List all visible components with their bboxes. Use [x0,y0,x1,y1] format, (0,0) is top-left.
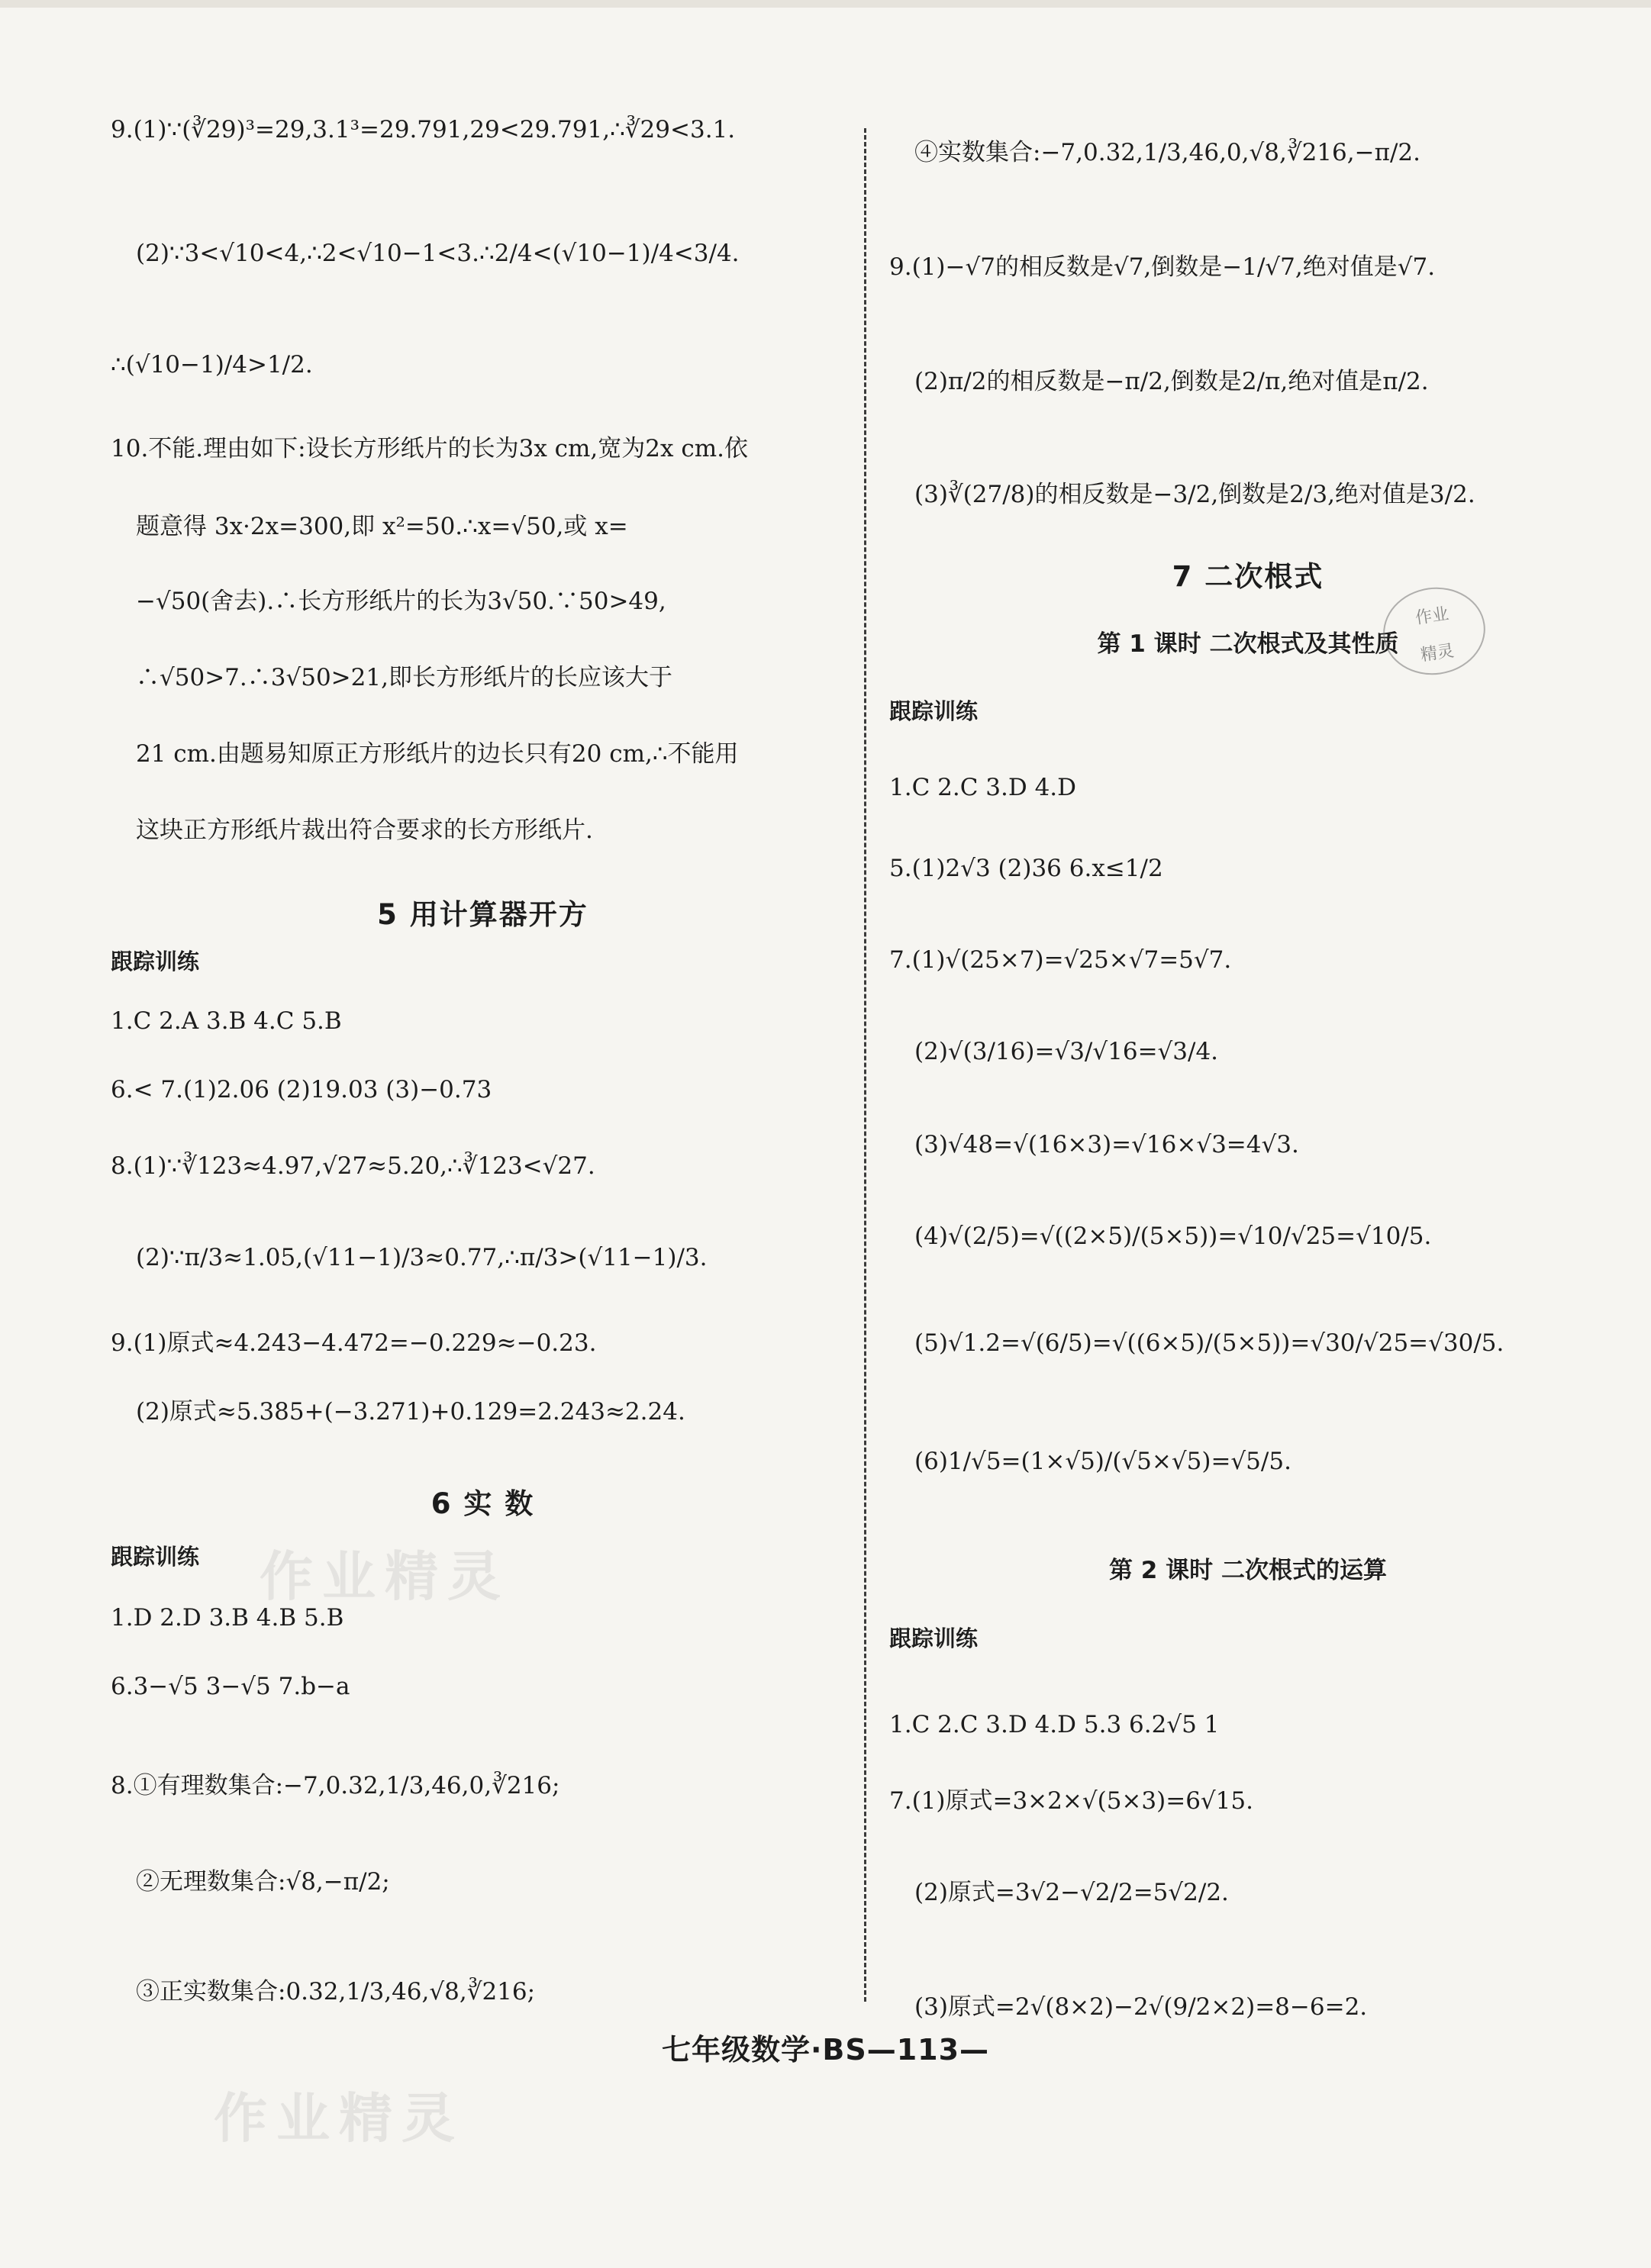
answer-line: ②无理数集合:√8,−π/2; [136,1868,390,1896]
answer-line: (3)原式=2√(8×2)−2√(9/2×2)=8−6=2. [914,1993,1368,2021]
answer-line: 1.C 2.A 3.B 4.C 5.B [111,1007,342,1035]
practice-label: 跟踪训练 [889,698,979,724]
practice-label: 跟踪训练 [889,1625,979,1651]
answer-line: 题意得 3x·2x=300,即 x²=50.∴x=√50,或 x= [136,513,628,540]
answer-line: (2)π/2的相反数是−π/2,倒数是2/π,绝对值是π/2. [914,368,1429,395]
answer-line: 7.(1)原式=3×2×√(5×3)=6√15. [889,1787,1253,1815]
answer-line: (5)√1.2=√(6/5)=√((6×5)/(5×5))=√30/√25=√30/5. [914,1329,1504,1357]
answer-line: 6.3−√5 3−√5 7.b−a [111,1673,350,1700]
answer-line: 1.C 2.C 3.D 4.D [889,774,1077,801]
column-divider [864,128,866,2002]
answer-line: ③正实数集合:0.32,1/3,46,√8,∛216; [136,1978,536,2005]
section-heading: 7 二次根式 [1172,560,1324,593]
answer-line: 9.(1)∵(∛29)³=29,3.1³=29.791,29<29.791,∴∛29<3.1. [111,116,736,143]
answer-line: (4)√(2/5)=√((2×5)/(5×5))=√10/√25=√10/5. [914,1223,1432,1250]
watermark: 作业精灵 [214,2087,464,2150]
answer-line: (6)1/√5=(1×√5)/(√5×√5)=√5/5. [914,1448,1291,1475]
answer-line: 8.(1)∵∛123≈4.97,√27≈5.20,∴∛123<√27. [111,1152,595,1180]
answer-line: −√50(舍去).∴长方形纸片的长为3√50.∵50>49, [136,588,666,615]
watermark-stamp: 作业 精灵 [1378,581,1491,681]
answer-line: 10.不能.理由如下:设长方形纸片的长为3x cm,宽为2x cm.依 [111,435,748,462]
answer-line: (3)∛(27/8)的相反数是−3/2,倒数是2/3,绝对值是3/2. [914,481,1475,508]
answer-line: 1.D 2.D 3.B 4.B 5.B [111,1604,344,1632]
answer-line: 9.(1)原式≈4.243−4.472=−0.229≈−0.23. [111,1329,597,1357]
answer-line: 1.C 2.C 3.D 4.D 5.3 6.2√5 1 [889,1711,1220,1738]
page-footer: 七年级数学·BS—113— [661,2033,990,2067]
section-heading: 5 用计算器开方 [377,898,588,931]
scan-edge [0,0,1651,8]
section-heading: 6 实 数 [430,1487,535,1520]
answer-line: (2)原式=3√2−√2/2=5√2/2. [914,1879,1229,1906]
answer-line: 6.< 7.(1)2.06 (2)19.03 (3)−0.73 [111,1076,492,1103]
lesson-subheading: 第 1 课时 二次根式及其性质 [1097,630,1399,658]
watermark: 作业精灵 [260,1545,510,1608]
practice-label: 跟踪训练 [111,949,200,975]
answer-line: (2)√(3/16)=√3/√16=√3/4. [914,1038,1219,1065]
answer-line: ④实数集合:−7,0.32,1/3,46,0,√8,∛216,−π/2. [914,139,1420,166]
answer-line: (2)∵3<√10<4,∴2<√10−1<3.∴2/4<(√10−1)/4<3/4. [136,240,740,267]
answer-line: 7.(1)√(25×7)=√25×√7=5√7. [889,946,1232,974]
answer-line: (2)原式≈5.385+(−3.271)+0.129=2.243≈2.24. [136,1398,685,1426]
lesson-subheading: 第 2 课时 二次根式的运算 [1109,1557,1387,1584]
answer-line: (3)√48=√(16×3)=√16×√3=4√3. [914,1131,1299,1158]
answer-line: 8.①有理数集合:−7,0.32,1/3,46,0,∛216; [111,1772,560,1799]
answer-line: ∴√50>7.∴3√50>21,即长方形纸片的长应该大于 [136,664,672,691]
practice-label: 跟踪训练 [111,1544,200,1570]
answer-line: 这块正方形纸片裁出符合要求的长方形纸片. [136,817,593,844]
answer-line: 9.(1)−√7的相反数是√7,倒数是−1/√7,绝对值是√7. [889,253,1436,281]
answer-line: 5.(1)2√3 (2)36 6.x≤1/2 [889,855,1163,882]
answer-line: 21 cm.由题易知原正方形纸片的边长只有20 cm,∴不能用 [136,740,739,768]
answer-line: ∴(√10−1)/4>1/2. [111,351,313,379]
answer-line: (2)∵π/3≈1.05,(√11−1)/3≈0.77,∴π/3>(√11−1)/3. [136,1244,708,1271]
